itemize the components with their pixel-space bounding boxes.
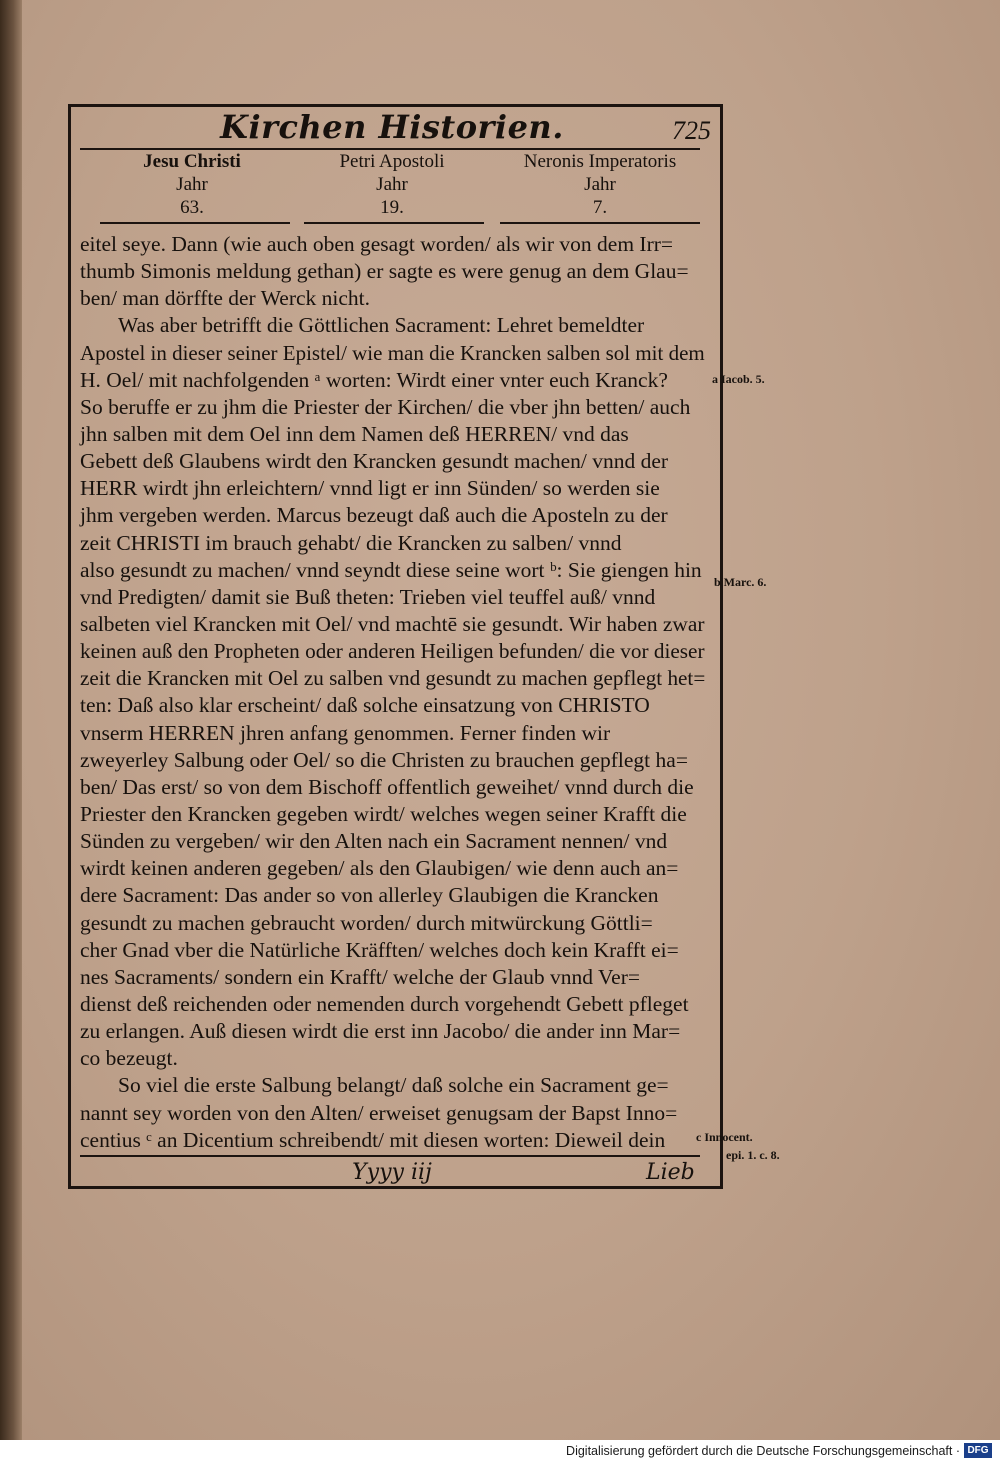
frame-left-rule (68, 104, 71, 1189)
body-line: ben/ Das erst/ so von dem Bischoff offentlich geweihet/ vnnd durch die (80, 774, 694, 799)
body-line: vnd Predigten/ damit sie Buß theten: Trieben viel teuffel auß/ vnnd (80, 584, 656, 609)
column-unit: Jahr (584, 174, 616, 195)
book-binding-edge (0, 0, 22, 1440)
page-number: 725 (672, 116, 711, 145)
year-column-christ (92, 150, 292, 219)
margin-note-b: b Marc. 6. (714, 575, 767, 589)
body-line: centius ᶜ an Dicentium schreibendt/ mit diesen worten: Dieweil dein (80, 1127, 666, 1152)
column-unit: Jahr (376, 174, 408, 195)
body-line: zeit CHRISTI im brauch gehabt/ die Krancken zu salben/ vnnd (80, 530, 622, 555)
body-line: co bezeugt. (80, 1046, 178, 1071)
body-line: nannt sey worden von den Alten/ erweiset genugsam der Bapst Inno= (80, 1100, 678, 1125)
body-line: vnserm HERREN jhren anfang genommen. Ferner finden wir (80, 720, 611, 745)
body-line: So beruffe er zu jhm die Priester der Kirchen/ die vber jhn betten/ auch (80, 394, 691, 419)
body-line: thumb Simonis meldung gethan) er sagte es were genug an dem Glau= (80, 259, 689, 284)
body-line: So viel die erste Salbung belangt/ daß solche ein Sacrament ge= (118, 1073, 669, 1098)
body-line: also gesundt zu machen/ vnnd seyndt diese seine wort ᵇ: Sie giengen hin (80, 557, 702, 582)
column-value: 19. (380, 197, 404, 218)
body-line: ten: Daß also klar erscheint/ daß solche einsatzung von CHRISTO (80, 693, 650, 718)
body-line: zeit die Krancken mit Oel zu salben vnd gesundt zu machen gepflegt het= (80, 666, 706, 691)
column-name: Petri Apostoli (339, 151, 445, 172)
body-line: H. Oel/ mit nachfolgenden ᵃ worten: Wirdt einer vnter euch Kranck? (80, 367, 668, 392)
body-line: jhn salben mit dem Oel inn dem Namen deß HERREN/ vnd das (80, 421, 629, 446)
year-column-peter (292, 150, 492, 219)
body-line: gesundt zu machen gebraucht worden/ durch mitwürckung Göttli= (80, 910, 653, 935)
margin-note-c-continued: epi. 1. c. 8. (726, 1148, 780, 1162)
body-line: dienst deß reichenden oder nemenden durch vorgehendt Gebett pfleget (80, 991, 689, 1016)
body-line: nes Sacraments/ sondern ein Krafft/ welche der Glaub vnnd Ver= (80, 964, 641, 989)
frame-right-rule (720, 104, 723, 1189)
catchword: Lieb (646, 1160, 695, 1185)
body-line: Was aber betrifft die Göttlichen Sacrament: Lehret bemeldter (118, 313, 645, 338)
column-head-rule (100, 222, 290, 224)
frame-top-rule (68, 104, 723, 107)
running-head: Kirchen Historien. (220, 108, 564, 146)
margin-note-c: c Innocent. (696, 1130, 753, 1144)
column-value: 7. (592, 197, 608, 218)
body-line: Sünden zu vergeben/ wir den Alten nach ein Sacrament nennen/ vnd (80, 829, 668, 854)
body-line: zu erlangen. Auß diesen wirdt die erst inn Jacobo/ die ander inn Mar= (80, 1019, 681, 1044)
column-unit: Jahr (176, 174, 208, 195)
body-line: dere Sacrament: Das ander so von allerley Glaubigen die Krancken (80, 883, 659, 908)
body-line: keinen auß den Propheten oder anderen Heiligen befunden/ die vor dieser (80, 639, 705, 664)
body-line: Priester den Krancken gegeben wirdt/ welches wegen seiner Krafft die (80, 801, 687, 826)
body-line: Apostel in dieser seiner Epistel/ wie man die Krancken salben sol mit dem (80, 340, 705, 365)
body-text (80, 231, 705, 1154)
body-line: Gebett deß Glaubens wirdt den Krancken gesundt machen/ vnnd der (80, 449, 669, 474)
signature-mark: Yyyy iij (352, 1160, 432, 1185)
column-head-rule (500, 222, 700, 224)
column-name: Jesu Christi (143, 151, 241, 172)
body-line: HERR wirdt jhn erleichtern/ vnnd ligt er inn Sünden/ so werden sie (80, 476, 660, 501)
column-head-rule (304, 222, 484, 224)
funding-credit: Digitalisierung gefördert durch die Deutsche Forschungsgemeinschaft · (566, 1444, 960, 1458)
body-line: zweyerley Salbung oder Oel/ so die Christen zu brauchen gepflegt ha= (80, 747, 688, 772)
body-line: jhm vergeben werden. Marcus bezeugt daß auch die Aposteln zu der (80, 503, 668, 528)
body-line: salbeten viel Krancken mit Oel/ vnd machtē sie gesundt. Wir haben zwar (80, 611, 705, 636)
column-value: 63. (180, 197, 204, 218)
body-line: ben/ man dörffte der Werck nicht. (80, 286, 371, 311)
dfg-logo: DFG (964, 1443, 992, 1458)
body-line: wirdt keinen anderen gegeben/ als den Glaubigen/ wie denn auch an= (80, 856, 679, 881)
year-column-nero (500, 150, 700, 219)
margin-note-a: a Iacob. 5. (712, 372, 765, 386)
frame-bottom-rule (68, 1186, 723, 1189)
footer-rule (80, 1155, 700, 1157)
body-line: eitel seye. Dann (wie auch oben gesagt worden/ als wir von dem Irr= (80, 232, 674, 256)
body-line: cher Gnad vber die Natürliche Kräfften/ welches doch kein Krafft ei= (80, 937, 679, 962)
column-name: Neronis Imperatoris (523, 151, 677, 172)
book-page (22, 0, 1000, 1440)
